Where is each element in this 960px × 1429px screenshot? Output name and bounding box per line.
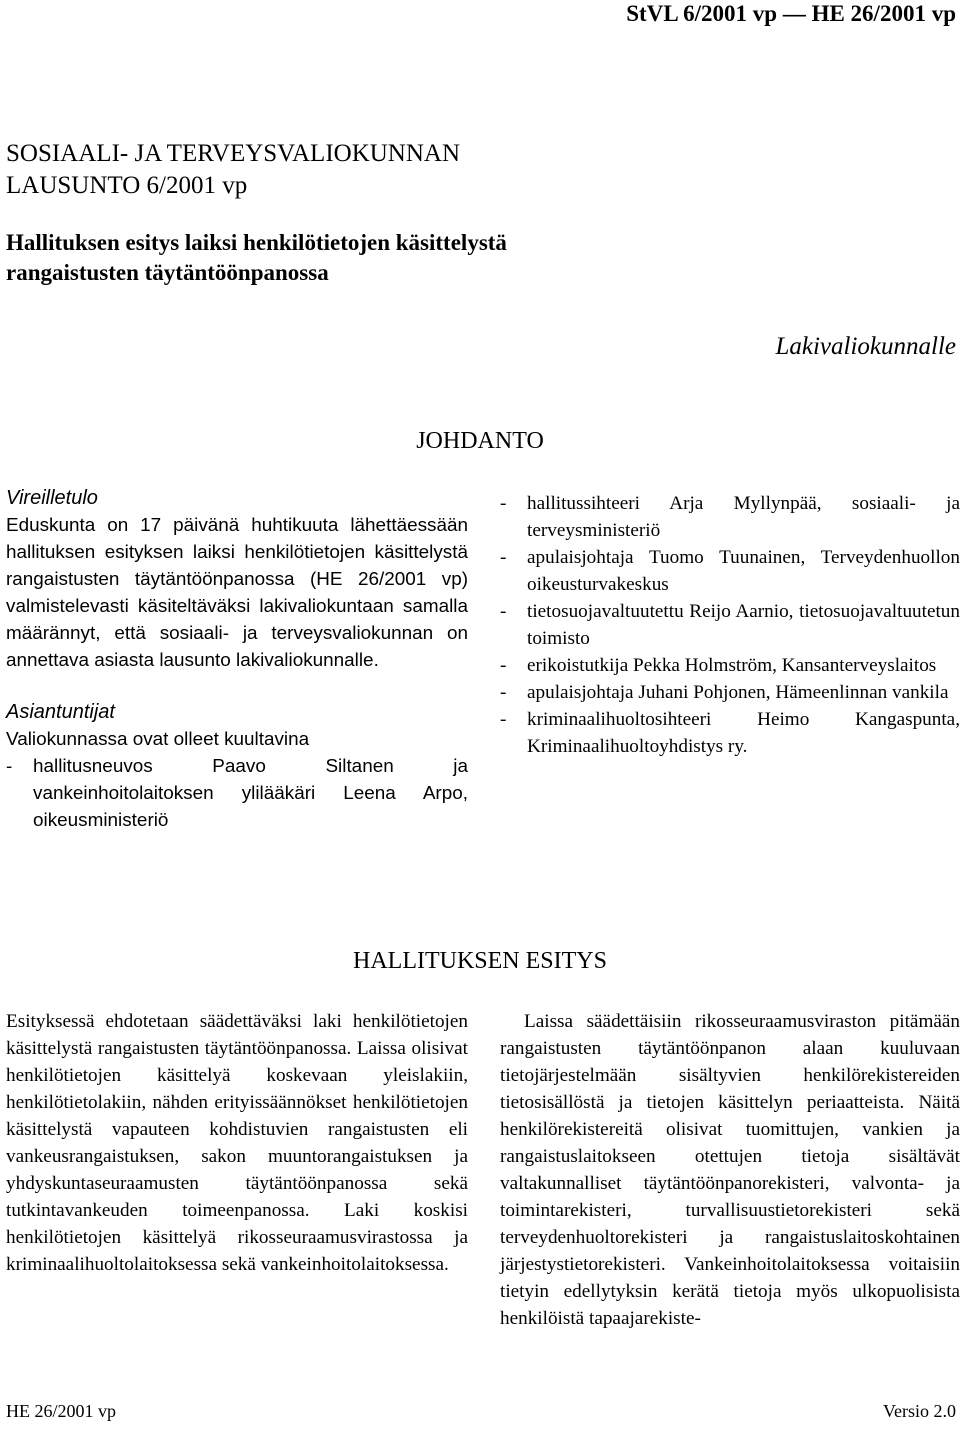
expert-item: - kriminaalihuoltosihteeri Heimo Kangaspunta, Kriminaalihuoltoyhdistys ry. xyxy=(500,706,960,760)
statement-title: SOSIAALI- JA TERVEYSVALIOKUNNAN LAUSUNTO 6/2001 vp xyxy=(6,140,461,199)
section-heading-hallituksen-esitys: HALLITUKSEN ESITYS xyxy=(353,948,607,974)
expert-item: - erikoistutkija Pekka Holmström, Kansanterveyslaitos xyxy=(500,652,960,679)
expert-item: - apulaisjohtaja Tuomo Tuunainen, Terveydenhuollon oikeusturvakeskus xyxy=(500,544,960,598)
proposal-left-column xyxy=(6,1008,468,1278)
expert-list-right xyxy=(500,490,960,760)
expert-item: - hallitusneuvos Paavo Siltanen ja vankeinhoitolaitoksen ylilääkäri Leena Arpo, oikeusministeriö xyxy=(6,753,468,834)
vireilletulo-heading: Vireilletulo xyxy=(6,487,98,509)
footer-version: Versio 2.0 xyxy=(883,1401,956,1421)
expert-item: - apulaisjohtaja Juhani Pohjonen, Hämeenlinnan vankila xyxy=(500,679,960,706)
document-id-header: StVL 6/2001 vp — HE 26/2001 vp xyxy=(626,1,956,26)
intro-left-column xyxy=(6,484,468,834)
proposal-paragraph-right: Laissa säädettäisiin rikosseuraamusviraston pitämään rangaistusten täytäntöönpanon alaan kuuluvaan tietojärjestelmään sisältyvien henkilörekistereiden tietosisällöstä ja tietojen käsittelyn periaatteista. Näitä henkilörekistereitä olisivat tuomittujen, vankien ja rangaistuslaitokseen otettujen tietoja sisältävät valtakunnalliset täytäntöönpanorekisteri, valvonta- ja toimintarekisteri, turvallisuustietorekisteri sekä terveydenhuoltorekisteri ja rangaistuslaitoskohtainen järjestystietorekisteri. Vankeinhoitolaitoksessa voitaisiin tietyin edellytyksin kerätä tietoja myös ulkopuolisista henkilöistä tapaajarekiste- xyxy=(500,1011,960,1329)
recipient-committee: Lakivaliokunnalle xyxy=(775,333,956,360)
footer-document-ref: HE 26/2001 vp xyxy=(6,1401,116,1421)
intro-right-column xyxy=(500,490,960,760)
expert-item: - hallitussihteeri Arja Myllynpää, sosiaali- ja terveysministeriö xyxy=(500,490,960,544)
asiantuntijat-heading: Asiantuntijat xyxy=(6,701,115,723)
proposal-right-column xyxy=(500,1008,960,1332)
expert-item: - tietosuojavaltuutettu Reijo Aarnio, tietosuojavaltuutetun toimisto xyxy=(500,598,960,652)
proposal-title: Hallituksen esitys laiksi henkilötietojen käsittelystä rangaistusten täytäntöönpanossa xyxy=(6,230,507,285)
asiantuntijat-lead: Valiokunnassa ovat olleet kuultavina xyxy=(6,729,310,750)
proposal-paragraph-left: Esityksessä ehdotetaan säädettäväksi laki henkilötietojen käsittelystä rangaistusten täytäntöönpanossa. Laissa olisivat henkilötietojen käsittelyä koskevaan yleislakiin, henkilötietolakiin, nähden erityissäännökset henkilötietojen käsittelystä vapauteen kohdistuvien rangaistusten eli vankeusrangaistuksen, sakon muuntorangaistuksen ja yhdyskuntaseuraamusten täytäntöönpanossa sekä tutkintavankeuden toimeenpanossa. Laki koskisi henkilötietojen käsittelyä rikosseuraamusvirastossa ja kriminaalihuoltolaitoksessa sekä vankeinhoitolaitoksessa. xyxy=(6,1011,468,1275)
vireilletulo-paragraph: Eduskunta on 17 päivänä huhtikuuta lähettäessään hallituksen esityksen laiksi henkilötietojen käsittelystä rangaistusten täytäntöönpanossa (HE 26/2001 vp) valmistelevasti käsiteltäväksi lakivaliokuntaan samalla määrännyt, että sosiaali- ja terveysvaliokunnan on annettava asiasta lausunto lakivaliokunnalle. xyxy=(6,515,468,671)
section-heading-johdanto: JOHDANTO xyxy=(416,428,544,454)
expert-list-left xyxy=(6,753,468,834)
